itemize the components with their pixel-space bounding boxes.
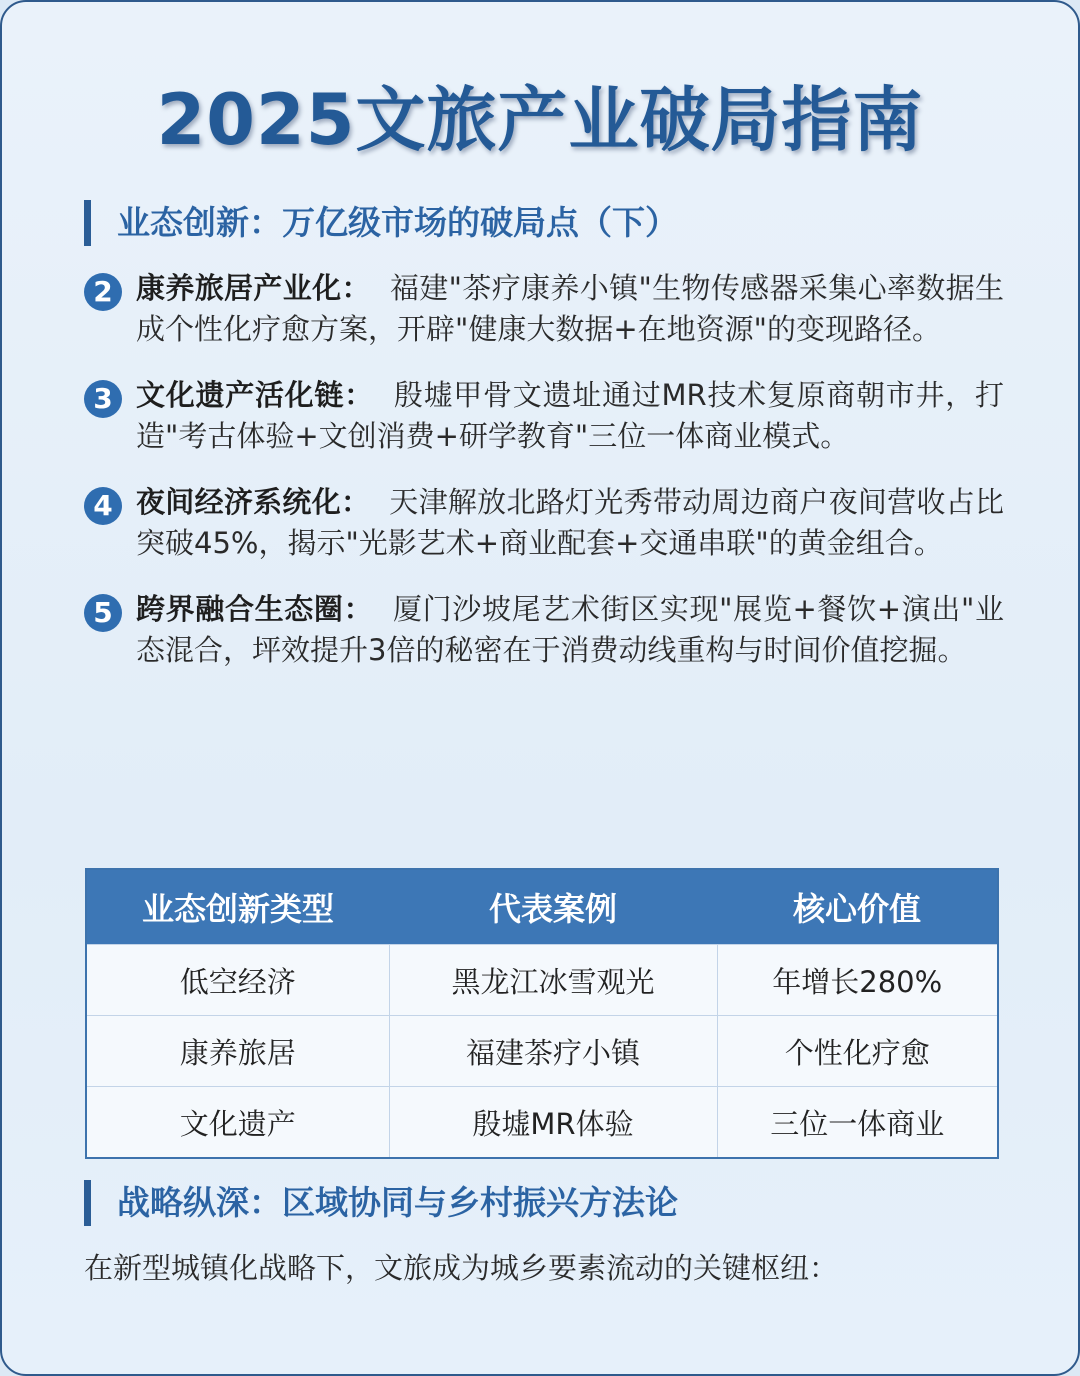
table-cell: 低空经济 xyxy=(86,945,389,1016)
item-description: 厦门沙坡尾艺术街区实现"展览+餐饮+演出"业态混合，坪效提升3倍的秘密在于消费动线重构与时间价值挖掘。 xyxy=(136,592,1004,667)
item-label: 跨界融合生态圈： xyxy=(136,592,374,626)
item-description: 福建"茶疗康养小镇"生物传感器采集心率数据生成个性化疗愈方案，开辟"健康大数据+在地资源"的变现路径。 xyxy=(136,271,1004,346)
table-row xyxy=(86,945,998,1016)
table-cell: 黑龙江冰雪观光 xyxy=(389,945,717,1016)
number-badge: 4 xyxy=(84,487,122,525)
item-label: 夜间经济系统化： xyxy=(136,485,371,519)
item-label: 文化遗产活化链： xyxy=(136,378,374,412)
number-badge: 2 xyxy=(84,273,122,311)
table-cell: 康养旅居 xyxy=(86,1016,389,1087)
table-row xyxy=(86,1087,998,1159)
table-cell: 三位一体商业 xyxy=(717,1087,998,1159)
table-cell: 个性化疗愈 xyxy=(717,1016,998,1087)
table-header-row xyxy=(86,869,998,945)
item-text xyxy=(136,589,1004,671)
list-item xyxy=(84,589,1004,671)
table-cell: 福建茶疗小镇 xyxy=(389,1016,717,1087)
list-item xyxy=(84,375,1004,457)
item-text xyxy=(136,482,1004,564)
table-row xyxy=(86,1016,998,1087)
item-text xyxy=(136,375,1004,457)
column-header: 核心价值 xyxy=(717,869,998,945)
section-heading-strategy: 战略纵深：区域协同与乡村振兴方法论 xyxy=(84,1180,678,1226)
table-cell: 殷墟MR体验 xyxy=(389,1087,717,1159)
item-label: 康养旅居产业化： xyxy=(136,271,371,305)
column-header: 业态创新类型 xyxy=(86,869,389,945)
table-cell: 文化遗产 xyxy=(86,1087,389,1159)
item-text xyxy=(136,268,1004,350)
section-intro: 在新型城镇化战略下，文旅成为城乡要素流动的关键枢纽： xyxy=(84,1251,839,1285)
section-heading-innovation: 业态创新：万亿级市场的破局点（下） xyxy=(84,200,678,246)
item-description: 天津解放北路灯光秀带动周边商户夜间营收占比突破45%，揭示"光影艺术+商业配套+交通串联"的黄金组合。 xyxy=(136,485,1004,560)
table-cell: 年增长280% xyxy=(717,945,998,1016)
list-item xyxy=(84,482,1004,564)
column-header: 代表案例 xyxy=(389,869,717,945)
number-badge: 5 xyxy=(84,594,122,632)
number-badge: 3 xyxy=(84,380,122,418)
page-title: 2025文旅产业破局指南 xyxy=(156,79,924,161)
item-description: 殷墟甲骨文遗址通过MR技术复原商朝市井，打造"考古体验+文创消费+研学教育"三位一体商业模式。 xyxy=(136,378,1005,453)
innovation-list xyxy=(84,268,1004,696)
list-item xyxy=(84,268,1004,350)
innovation-table xyxy=(85,868,999,1159)
